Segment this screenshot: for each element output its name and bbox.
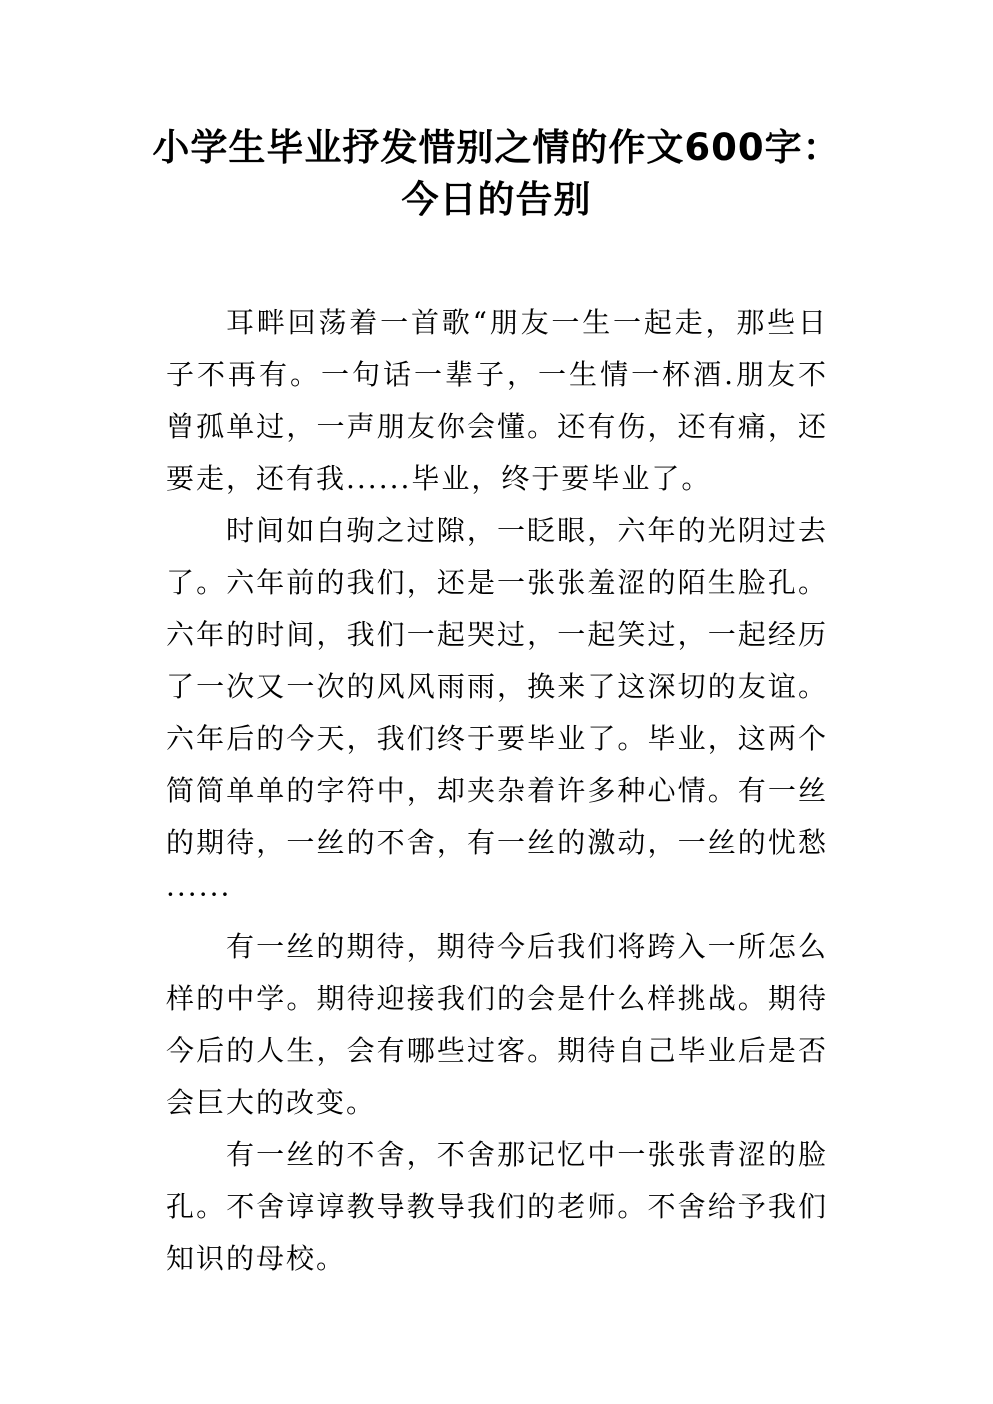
paragraph: 有一丝的不舍，不舍那记忆中一张张青涩的脸孔。不舍谆谆教导教导我们的老师。不舍给予我们知识的母校。 — [166, 1138, 828, 1275]
article-body — [166, 297, 828, 1285]
page-title: 小学生毕业抒发惜别之情的作文600字：今日的告别 — [152, 126, 841, 221]
paragraph: 有一丝的期待，期待今后我们将跨入一所怎么样的中学。期待迎接我们的会是什么样挑战。期待今后的人生，会有哪些过客。期待自己毕业后是否会巨大的改变。 — [166, 930, 828, 1119]
paragraph: 时间如白驹之过隙，一眨眼，六年的光阴过去了。六年前的我们，还是一张张羞涩的陌生脸孔。六年的时间，我们一起哭过，一起笑过，一起经历了一次又一次的风风雨雨，换来了这深切的友谊。六年后的今天，我们终于要毕业了。毕业，这两个简简单单的字符中，却夹杂着许多种心情。有一丝的期待，一丝的不舍，有一丝的激动，一丝的忧愁······ — [166, 514, 828, 911]
paragraph: 耳畔回荡着一首歌“朋友一生一起走，那些日子不再有。一句话一辈子，一生情一杯酒.朋友不曾孤单过，一声朋友你会懂。还有伤，还有痛，还要走，还有我......毕业，终于要毕业了。 — [166, 306, 828, 495]
